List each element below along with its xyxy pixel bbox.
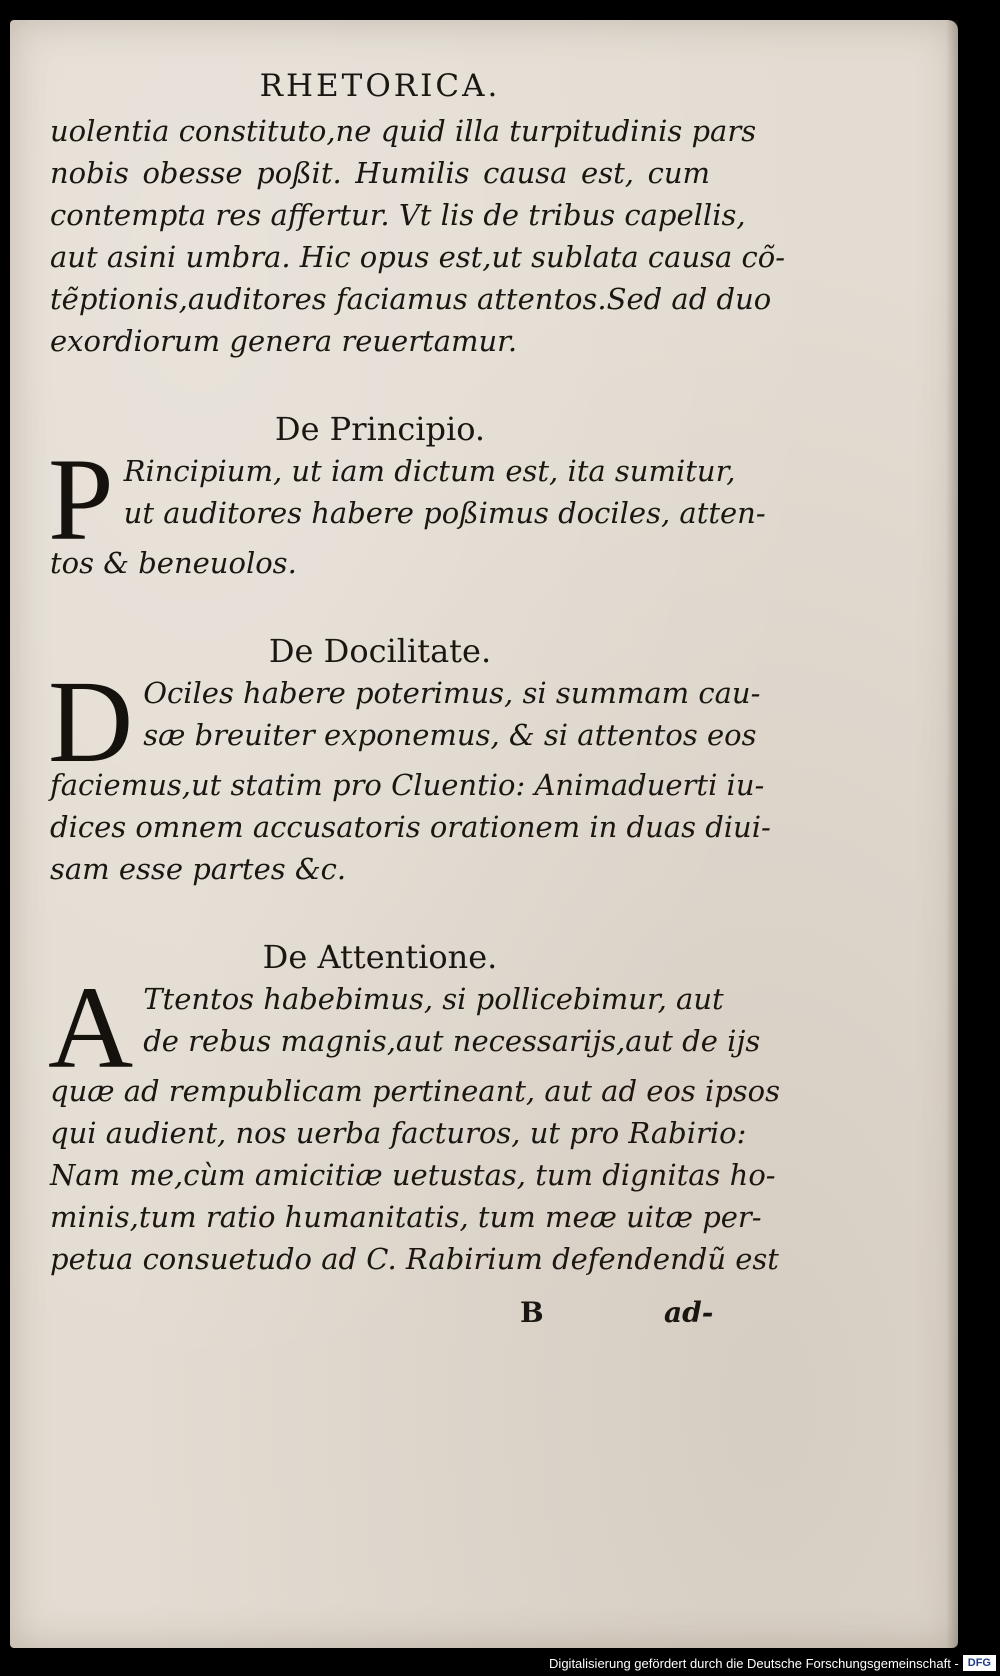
drop-cap: P [48,434,114,565]
text-line: Ociles habere poterimus, si summam cau- [143,676,761,710]
text-line: Rincipium, ut iam dictum est, ita sumitur, [123,454,736,488]
text-line: exordiorum genera reuertamur. [50,324,518,358]
section-heading-docilitate: De Docilitate. [268,632,492,670]
text-line: sæ breuiter exponemus, & si attentos eos [143,718,757,752]
drop-cap: D [48,656,134,787]
text-line: minis,tum ratio humanitatis, tum meæ uitæ per- [50,1200,762,1234]
catchword: ad- [664,1296,714,1329]
text-line: aut asini umbra. Hic opus est,ut sublata causa cõ- [50,240,786,274]
text-line: quæ ad rempublicam pertineant, aut ad eos ipsos [50,1074,781,1108]
text-line: sam esse partes &c. [50,852,347,886]
drop-cap: A [48,962,134,1093]
text-line: qui audient, nos uerba facturos, ut pro Rabirio: [50,1116,747,1150]
text-line: faciemus,ut statim pro Cluentio: Animaduerti iu- [50,768,765,802]
text-line: Nam me,cùm amicitiæ uetustas, tum dignitas ho- [50,1158,776,1192]
text-line: contempta res affertur. Vt lis de tribus capellis, [50,198,746,232]
text-line: nobis obesse poßit. Humilis causa est, cum [50,156,710,190]
section-heading-attentione: De Attentione. [262,938,498,976]
page-footer [50,1296,714,1338]
signature-mark: B [520,1296,544,1329]
section-heading-principio: De Principio. [274,410,486,448]
book-page [10,20,958,1648]
text-line: tẽptionis,auditores faciamus attentos.Sed ad duo [50,282,772,316]
paragraph-principio [48,434,766,584]
dfg-logo: DFG [963,1655,996,1671]
text-block [48,68,786,1338]
text-line: tos & beneuolos. [50,546,297,580]
text-line: petua consuetudo ad C. Rabirium defendendũ est [50,1242,779,1276]
credit-text: Digitalisierung gefördert durch die Deutsche Forschungsgemeinschaft - [549,1655,959,1671]
running-head: RHETORICA. [259,68,501,104]
paragraph-docilitate [48,656,771,890]
paragraph-attentione [48,962,781,1280]
text-line: Ttentos habebimus, si pollicebimur, aut [143,982,724,1016]
text-line: ut auditores habere poßimus dociles, atten- [123,496,766,530]
text-line: dices omnem accusatoris orationem in duas diui- [50,810,771,844]
digitization-credit [549,1654,996,1672]
page-edge-shadow [946,20,958,1648]
text-line: de rebus magnis,aut necessarijs,aut de ijs [143,1024,761,1058]
intro-paragraph [50,110,786,362]
text-line: uolentia constituto,ne quid illa turpitudinis pars [50,114,757,148]
